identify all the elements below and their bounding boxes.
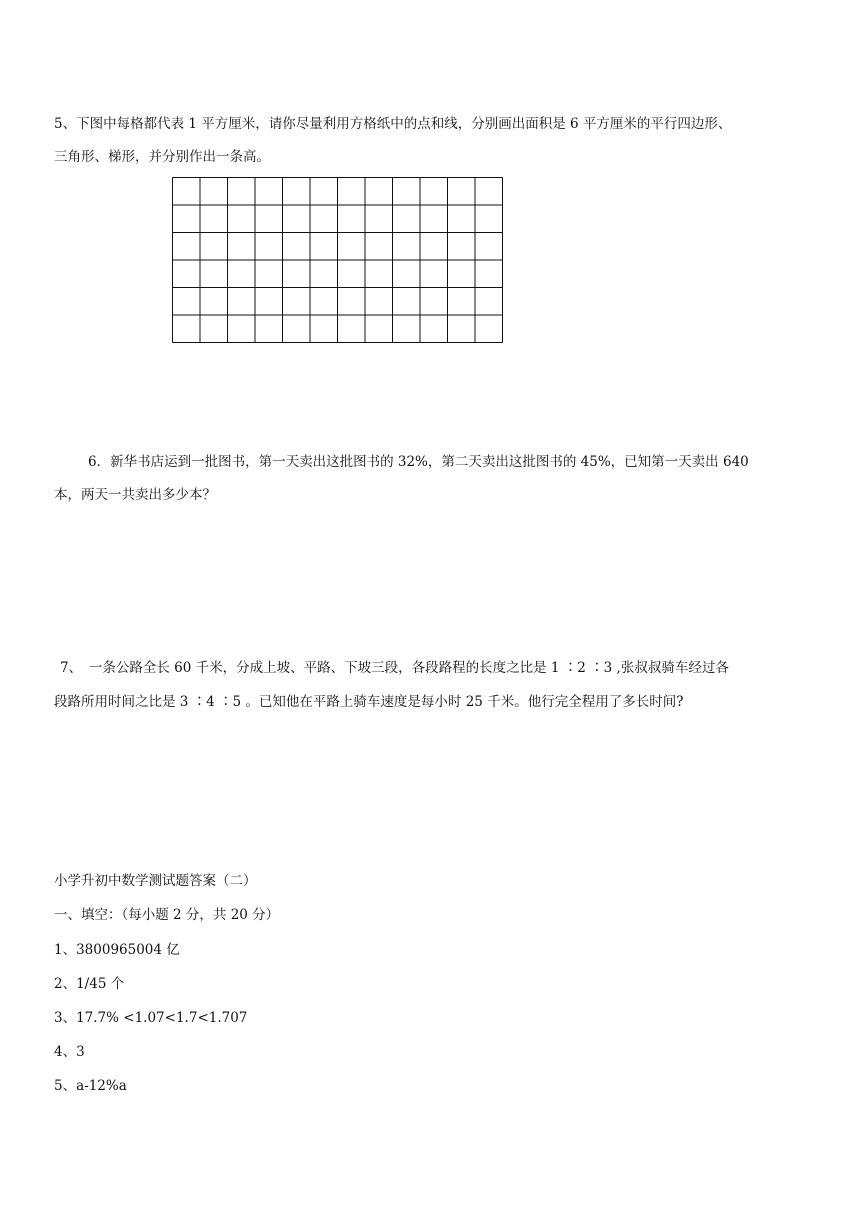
q5-line-2: 三角形、梯形，并分别作出一条高。	[54, 149, 270, 165]
answer-3	[54, 1009, 247, 1027]
q6-line-2: 本，两天一共卖出多少本？	[54, 487, 216, 503]
answer-section-heading: 一、填空：（每小题 2 分，共 20 分）	[54, 907, 280, 923]
answer-3-value-1: 1.07	[134, 1010, 165, 1026]
answer-2-number: 2、1/4	[54, 976, 98, 992]
q6-line-1: 6．新华书店运到一批图书，第一天卖出这批图书的 32%，第二天卖出这批图书的 45%，已知第一天卖出 640	[88, 454, 749, 470]
q7-line-2: 段路所用时间之比是 3 ∶4 ∶5 。已知他在平路上骑车速度是每小时 25 千米。他行完全程用了多长时间?	[54, 694, 684, 710]
answer-4: 4、3	[54, 1044, 85, 1060]
answer-1-value: 4 亿	[153, 942, 180, 958]
answer-3-number: 3、17.7% <	[54, 1010, 135, 1026]
answer-1	[54, 941, 180, 959]
square-grid	[172, 177, 503, 344]
q7-line-1: 7、 一条公路全长 60 千米，分成上坡、平路、下坡三段，各段路程的长度之比是 1 ∶2 ∶3 ,张叔叔骑车经过各	[60, 660, 729, 676]
answer-3-value-3: 1.707	[208, 1010, 248, 1026]
answer-2	[54, 975, 124, 993]
answer-3-sign-2: <	[197, 1010, 209, 1026]
q5-line-1: 5、下图中每格都代表 1 平方厘米，请你尽量利用方格纸中的点和线，分别画出面积是 6 平方厘米的平行四边形、	[54, 116, 732, 132]
answer-2-value: 5 个	[97, 976, 125, 992]
answer-3-value-2: 1.7	[175, 1010, 198, 1026]
answer-5: 5、a-12%a	[54, 1078, 127, 1094]
answer-3-sign-1: <	[164, 1010, 176, 1026]
answer-title: 小学升初中数学测试题答案（二）	[54, 873, 257, 889]
answer-1-number: 1、380096500	[54, 942, 154, 958]
